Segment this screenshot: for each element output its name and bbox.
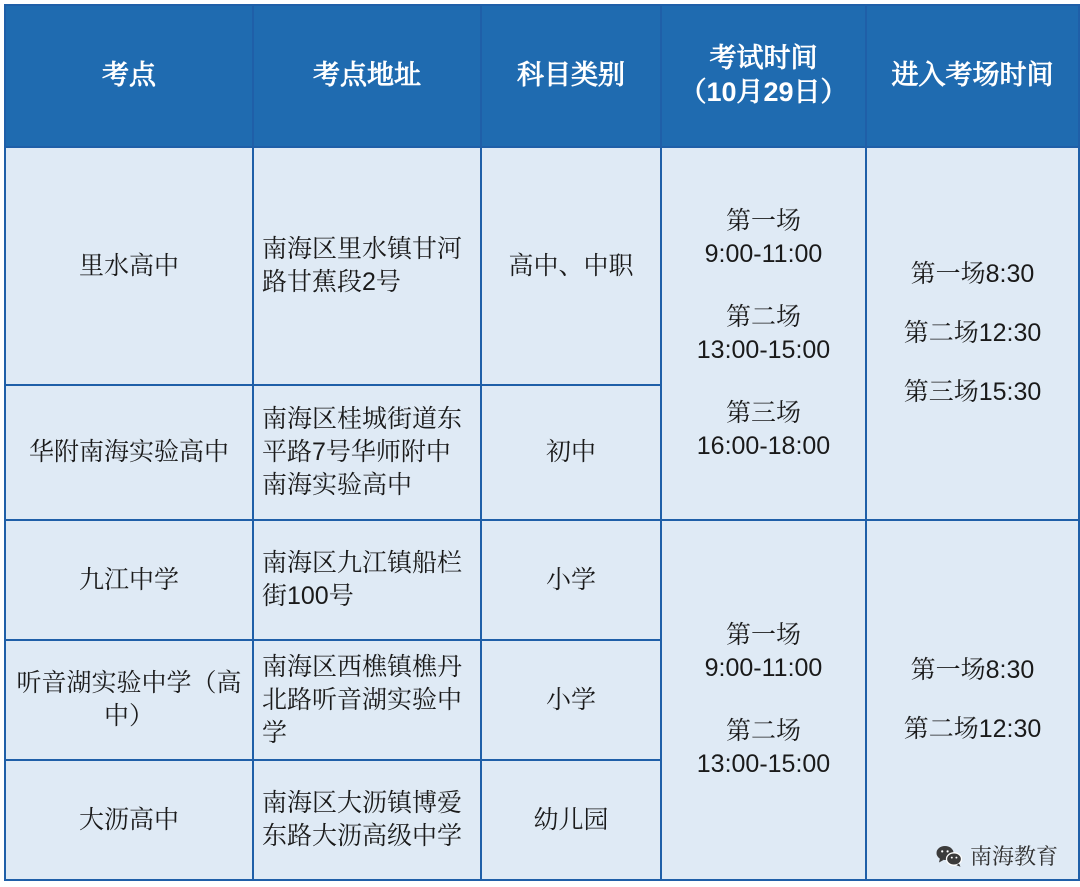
- entry-session-2: 第二场12:30: [903, 319, 1042, 347]
- cell-address: 南海区桂城街道东平路7号华师附中南海实验高中: [253, 385, 481, 520]
- cell-subject: 小学: [481, 520, 661, 640]
- session-1-label: 第一场: [725, 621, 801, 649]
- entry-session-3: 第三场15:30: [903, 378, 1042, 406]
- cell-exam-time-group-1: [661, 147, 866, 520]
- session-3-time: 16:00-18:00: [696, 431, 831, 460]
- session-2-time: 13:00-15:00: [696, 335, 831, 364]
- session-1-time: 9:00-11:00: [704, 654, 823, 682]
- table-body: [5, 147, 1079, 880]
- cell-subject: 高中、中职: [481, 147, 661, 385]
- cell-subject: 初中: [481, 385, 661, 520]
- cell-entry-time-group-1: [866, 147, 1079, 520]
- table-row: [5, 147, 1079, 385]
- entry-session-2: 第二场12:30: [903, 715, 1042, 743]
- table-header: [5, 5, 1079, 147]
- cell-address: 南海区九江镇船栏街100号: [253, 520, 481, 640]
- session-2-label: 第二场: [725, 302, 801, 331]
- cell-site: 里水高中: [5, 147, 253, 385]
- session-1-time: 9:00-11:00: [704, 239, 823, 268]
- column-header-entry-time: 进入考场时间: [866, 5, 1079, 147]
- exam-schedule-table: [4, 4, 1080, 881]
- cell-entry-time-group-2: [866, 520, 1079, 880]
- watermark-label: 南海教育: [969, 844, 1058, 869]
- session-2-label: 第二场: [725, 717, 801, 745]
- cell-subject: 幼儿园: [481, 760, 661, 880]
- watermark: [936, 840, 1058, 871]
- cell-address: 南海区西樵镇樵丹北路听音湖实验中学: [253, 640, 481, 760]
- wechat-icon: [936, 845, 962, 867]
- cell-subject: 小学: [481, 640, 661, 760]
- cell-site: 九江中学: [5, 520, 253, 640]
- column-header-exam-time: [661, 5, 866, 147]
- column-header-address: 考点地址: [253, 5, 481, 147]
- cell-site: 华附南海实验高中: [5, 385, 253, 520]
- cell-address: 南海区里水镇甘河路甘蕉段2号: [253, 147, 481, 385]
- table-row: [5, 520, 1079, 640]
- column-header-subject: 科目类别: [481, 5, 661, 147]
- session-1-label: 第一场: [725, 206, 801, 235]
- column-header-exam-time-line1: 考试时间: [709, 43, 818, 74]
- column-header-site: 考点: [5, 5, 253, 147]
- session-2-time: 13:00-15:00: [696, 750, 831, 778]
- cell-site: 大沥高中: [5, 760, 253, 880]
- session-3-label: 第三场: [725, 398, 801, 427]
- entry-session-1: 第一场8:30: [910, 260, 1035, 288]
- table-header-row: [5, 5, 1079, 147]
- column-header-exam-time-line2: （10月29日）: [679, 77, 848, 107]
- cell-site: 听音湖实验中学（高中）: [5, 640, 253, 760]
- cell-address: 南海区大沥镇博爱东路大沥高级中学: [253, 760, 481, 880]
- cell-exam-time-group-2: [661, 520, 866, 880]
- entry-session-1: 第一场8:30: [910, 656, 1035, 684]
